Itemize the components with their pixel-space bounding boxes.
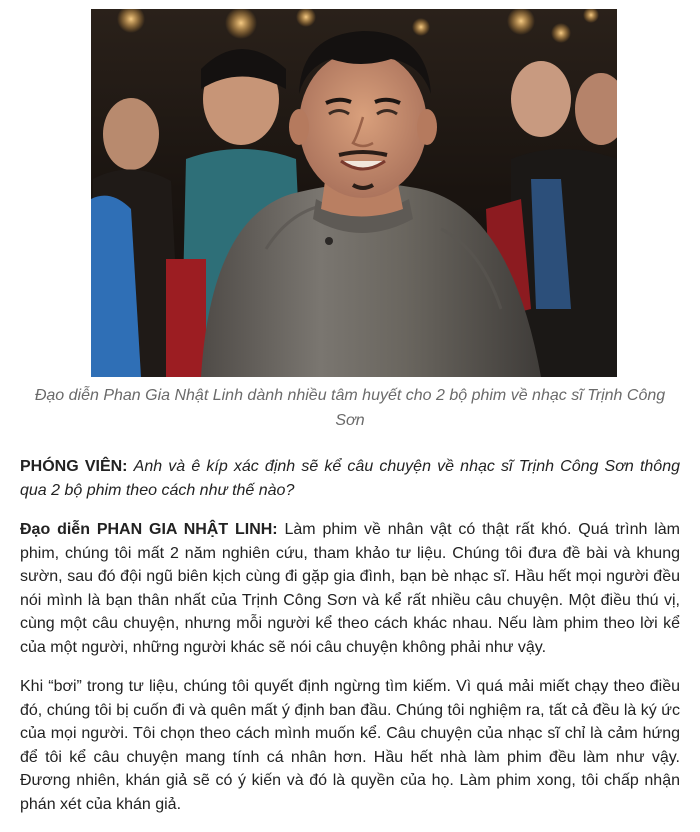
question-text: Anh và ê kíp xác định sẽ kể câu chuyện về nhạc sĩ Trịnh Công Sơn thông qua 2 bộ phim theo cách như thế nào? bbox=[20, 458, 680, 499]
article-body bbox=[20, 455, 680, 832]
question-paragraph bbox=[20, 455, 680, 502]
answer-text: Làm phim về nhân vật có thật rất khó. Quá trình làm phim, chúng tôi mất 2 năm nghiên cứu, tham khảo tư liệu. Chúng tôi đưa đề bài và khung sườn, sau đó đội ngũ biên kịch cùng đi gặp gia đình, bạn bè nhạc sĩ. Hầu hết mọi người đều nói mình là bạn thân nhất của Trịnh Công Sơn và kể rất nhiều câu chuyện. Một điều thú vị, cùng một câu chuyện, nhưng mỗi người kể theo cách khác nhau. Nếu làm phim theo lời kể của một người, những người khác sẽ nói câu chuyện không phải như vậy. bbox=[20, 521, 681, 656]
answer-speaker: Đạo diễn PHAN GIA NHẬT LINH: bbox=[20, 521, 278, 538]
photo-illustration bbox=[91, 9, 617, 377]
answer-paragraph bbox=[20, 518, 680, 659]
question-speaker: PHÓNG VIÊN: bbox=[20, 458, 128, 475]
photo-caption: Đạo diễn Phan Gia Nhật Linh dành nhiều tâm huyết cho 2 bộ phim về nhạc sĩ Trịnh Công Sơn bbox=[34, 387, 666, 429]
article-photo bbox=[91, 9, 617, 377]
body-paragraph: Khi “bơi” trong tư liệu, chúng tôi quyết định ngừng tìm kiếm. Vì quá mải miết chạy theo điều đó, chúng tôi bị cuốn đi và quên mất ý định ban đầu. Chúng tôi nghiệm ra, tất cả đều là ký ức của mọi người. Tôi chọn theo cách mình muốn kể. Câu chuyện của nhạc sĩ chỉ là cảm hứng để tôi kể câu chuyện mang tính cá nhân hơn. Hầu hết nhà làm phim đều làm như vậy. Đương nhiên, khán giả sẽ có ý kiến và đó là quyền của họ. Làm phim xong, tôi chấp nhận phán xét của khán giả. bbox=[20, 678, 680, 813]
